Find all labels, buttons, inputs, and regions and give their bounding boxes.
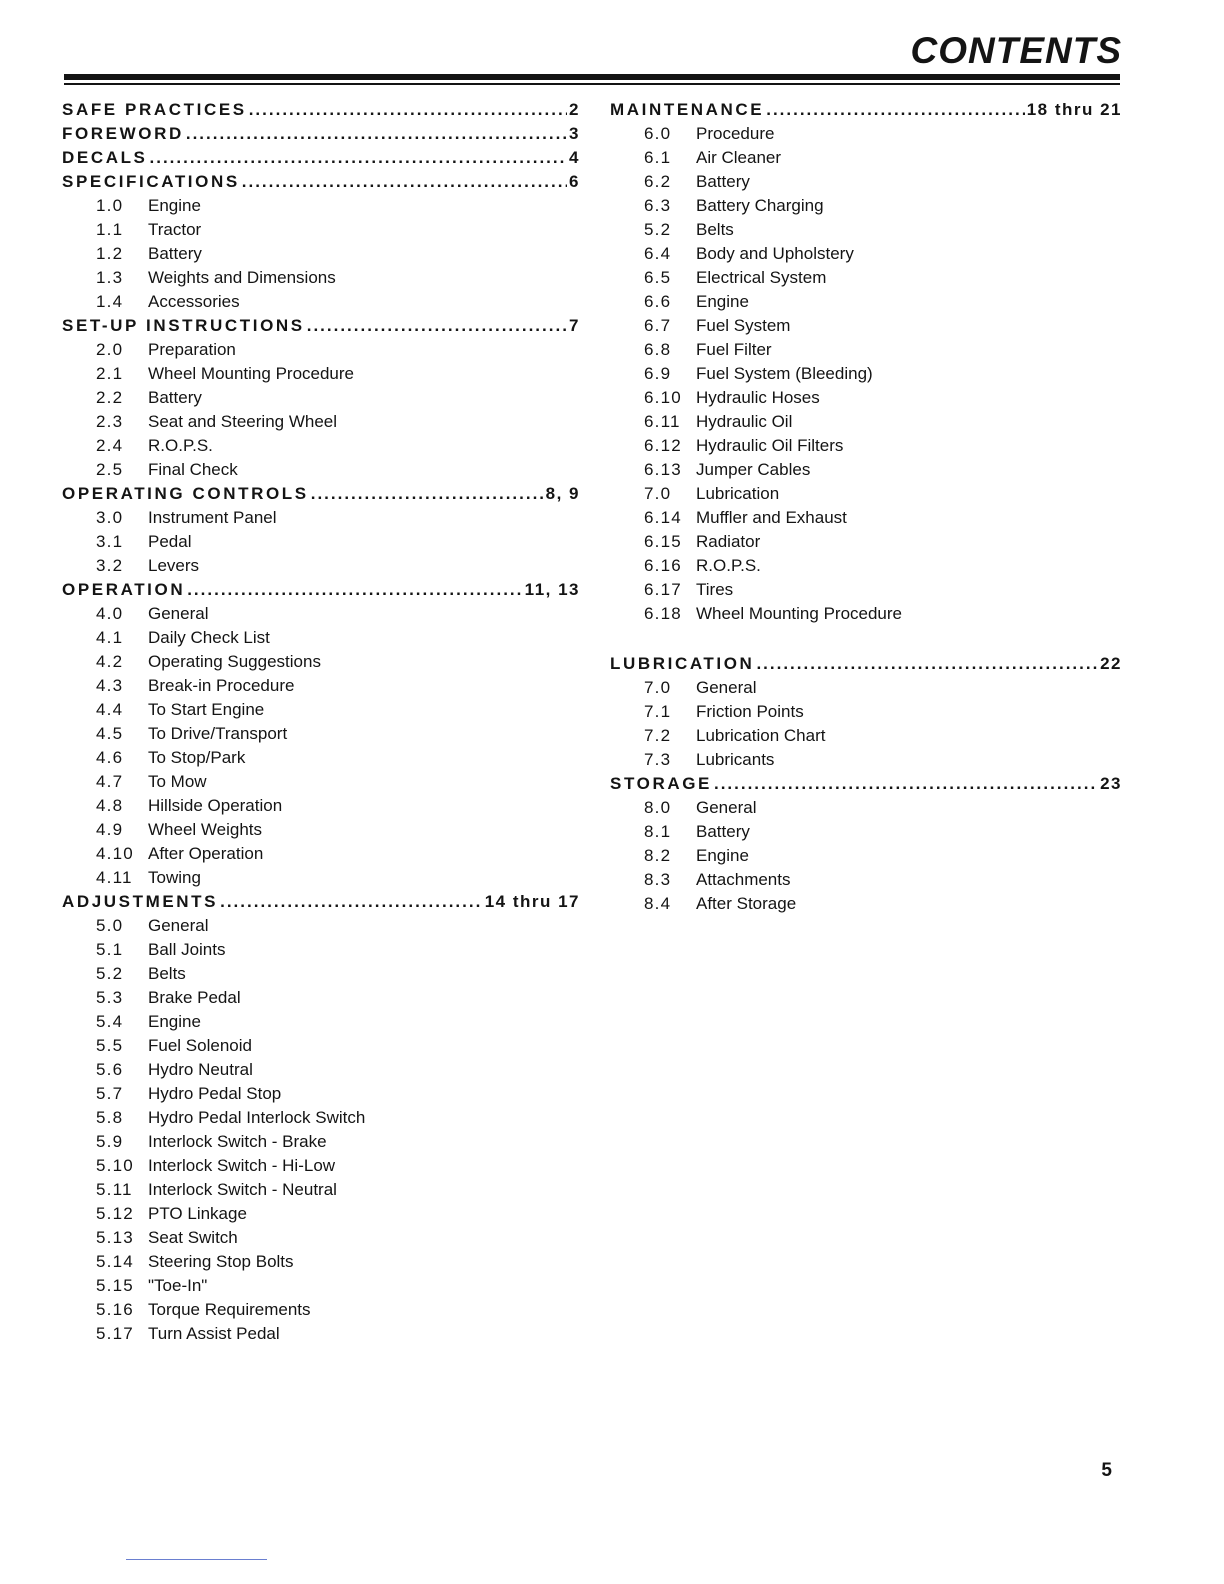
- toc-entry-number: 4.3: [96, 676, 124, 695]
- footer-line: [126, 1559, 267, 1560]
- toc-entry[interactable]: [610, 530, 1122, 554]
- toc-heading-label: SAFE PRACTICES: [62, 100, 247, 119]
- toc-entry[interactable]: [62, 338, 580, 362]
- toc-entry[interactable]: [62, 962, 580, 986]
- toc-section-operating-controls: [62, 482, 580, 578]
- toc-entry-title: Pedal: [148, 532, 192, 551]
- dot-leader: [766, 98, 1024, 122]
- toc-entry-number: 4.9: [96, 820, 124, 839]
- toc-entry[interactable]: [62, 1082, 580, 1106]
- toc-entry-number: 6.9: [644, 364, 672, 383]
- toc-entry-title: PTO Linkage: [148, 1204, 247, 1223]
- toc-entry-title: Ball Joints: [148, 940, 226, 959]
- toc-entry-title: Weights and Dimensions: [148, 268, 336, 287]
- dot-leader: [714, 772, 1098, 796]
- toc-entry-number: 6.6: [644, 292, 672, 311]
- toc-heading[interactable]: [610, 772, 1122, 796]
- toc-entry-number: 6.10: [644, 388, 682, 407]
- section-spacer: [610, 626, 1122, 652]
- toc-entry-number: 8.3: [644, 870, 672, 889]
- toc-entry-title: Engine: [148, 1012, 201, 1031]
- toc-entry-title: Wheel Mounting Procedure: [148, 364, 355, 383]
- toc-entry-title: Brake Pedal: [148, 988, 241, 1007]
- toc-section-decals: [62, 146, 580, 170]
- dot-leader: [186, 122, 567, 146]
- toc-entry[interactable]: [62, 266, 580, 290]
- toc-entry-number: 8.2: [644, 846, 672, 865]
- toc-entry[interactable]: [610, 266, 1122, 290]
- toc-entry[interactable]: [62, 866, 580, 890]
- toc-entry-title: Hillside Operation: [148, 796, 283, 815]
- toc-entry-number: 4.0: [96, 604, 124, 623]
- toc-entry-title: Operating Suggestions: [148, 652, 321, 671]
- toc-entry-title: Seat and Steering Wheel: [148, 412, 338, 431]
- toc-entry-title: Hydraulic Oil: [696, 412, 793, 431]
- toc-heading-page: 4: [569, 148, 580, 167]
- toc-section-maintenance: [610, 98, 1122, 626]
- toc-entry[interactable]: [62, 1322, 580, 1346]
- toc-entry-number: 7.1: [644, 702, 672, 721]
- toc-entry-number: 5.7: [96, 1084, 124, 1103]
- toc-section-set-up-instructions: [62, 314, 580, 482]
- dot-leader: [220, 890, 483, 914]
- toc-entry-number: 5.11: [96, 1180, 133, 1199]
- toc-entry[interactable]: [62, 1154, 580, 1178]
- toc-entry-number: 2.2: [96, 388, 124, 407]
- toc-heading-label: SET-UP INSTRUCTIONS: [62, 316, 305, 335]
- toc-entry-number: 6.12: [644, 436, 682, 455]
- toc-entry-title: Fuel Solenoid: [148, 1036, 252, 1055]
- header-rule-thin: [64, 83, 1120, 85]
- toc-entry[interactable]: [62, 698, 580, 722]
- toc-entry-title: Radiator: [696, 532, 761, 551]
- toc-entry-title: Wheel Mounting Procedure: [696, 604, 903, 623]
- toc-heading-page: 8, 9: [545, 484, 580, 503]
- toc-entry-number: 1.0: [96, 196, 124, 215]
- toc-entry-number: 8.0: [644, 798, 672, 817]
- toc-entry[interactable]: [62, 1298, 580, 1322]
- toc-section-specifications: [62, 170, 580, 314]
- toc-entry[interactable]: [610, 844, 1122, 868]
- toc-entry[interactable]: [610, 458, 1122, 482]
- toc-entry-number: 1.3: [96, 268, 124, 287]
- toc-entry-number: 3.0: [96, 508, 124, 527]
- toc-entry-title: Body and Upholstery: [696, 244, 854, 263]
- toc-entry-number: 5.2: [96, 964, 124, 983]
- toc-entry[interactable]: [62, 1058, 580, 1082]
- toc-entry[interactable]: [610, 868, 1122, 892]
- toc-entry-title: Fuel System: [696, 316, 791, 335]
- dot-leader: [242, 170, 567, 194]
- toc-heading-label: DECALS: [62, 148, 148, 167]
- toc-entry-title: Fuel Filter: [696, 340, 772, 359]
- toc-heading[interactable]: [610, 652, 1122, 676]
- toc-entry-number: 4.2: [96, 652, 124, 671]
- toc-entry-title: Battery: [148, 388, 202, 407]
- toc-entry-title: Air Cleaner: [696, 148, 782, 167]
- toc-entry[interactable]: [610, 676, 1122, 700]
- toc-entry[interactable]: [610, 700, 1122, 724]
- toc-heading-page: 11, 13: [524, 580, 580, 599]
- toc-entry-title: Lubrication: [696, 484, 780, 503]
- dot-leader: [756, 652, 1098, 676]
- toc-entry-number: 4.7: [96, 772, 124, 791]
- toc-entry[interactable]: [62, 1202, 580, 1226]
- toc-entry-title: Jumper Cables: [696, 460, 811, 479]
- toc-entry-number: 5.6: [96, 1060, 124, 1079]
- toc-entry-number: 5.12: [96, 1204, 134, 1223]
- toc-right-column: [610, 98, 1122, 916]
- toc-entry-title: General: [696, 798, 757, 817]
- dot-leader: [311, 482, 544, 506]
- toc-heading[interactable]: [62, 98, 580, 122]
- toc-heading-label: OPERATION: [62, 580, 186, 599]
- toc-entry-number: 5.14: [96, 1252, 134, 1271]
- toc-entry-number: 5.5: [96, 1036, 124, 1055]
- toc-entry-number: 4.6: [96, 748, 124, 767]
- toc-entry-title: Attachments: [696, 870, 791, 889]
- toc-entry[interactable]: [610, 482, 1122, 506]
- toc-entry[interactable]: [610, 194, 1122, 218]
- toc-heading-label: ADJUSTMENTS: [62, 892, 219, 911]
- toc-entry-title: To Start Engine: [148, 700, 265, 719]
- toc-entry-number: 2.3: [96, 412, 124, 431]
- toc-entry[interactable]: [62, 794, 580, 818]
- toc-entry-number: 5.3: [96, 988, 124, 1007]
- toc-entry-title: Lubricants: [696, 750, 775, 769]
- toc-heading-page: 3: [569, 124, 580, 143]
- toc-entry-number: 6.13: [644, 460, 682, 479]
- toc-entry-number: 4.11: [96, 868, 133, 887]
- toc-entry[interactable]: [62, 746, 580, 770]
- toc-entry-number: 3.1: [96, 532, 124, 551]
- toc-entry[interactable]: [62, 1130, 580, 1154]
- toc-entry[interactable]: [62, 650, 580, 674]
- toc-entry-number: 6.18: [644, 604, 682, 623]
- toc-entry-number: 6.4: [644, 244, 672, 263]
- toc-entry-title: Hydraulic Hoses: [696, 388, 820, 407]
- toc-entry-number: 7.0: [644, 484, 672, 503]
- toc-heading-page: 23: [1100, 774, 1122, 793]
- toc-section-operation: [62, 578, 580, 890]
- toc-entry-number: 5.0: [96, 916, 124, 935]
- toc-section-safe-practices: [62, 98, 580, 122]
- toc-entry[interactable]: [610, 314, 1122, 338]
- toc-entry-number: 6.14: [644, 508, 682, 527]
- toc-heading[interactable]: [62, 482, 580, 506]
- toc-entry-title: After Operation: [148, 844, 264, 863]
- toc-entry[interactable]: [62, 1034, 580, 1058]
- toc-entry[interactable]: [62, 602, 580, 626]
- toc-entry-number: 7.3: [644, 750, 672, 769]
- toc-entry[interactable]: [610, 578, 1122, 602]
- toc-entry-number: 5.15: [96, 1276, 134, 1295]
- toc-entry-title: Steering Stop Bolts: [148, 1252, 294, 1271]
- toc-entry[interactable]: [62, 242, 580, 266]
- toc-entry-title: "Toe-In": [148, 1276, 208, 1295]
- toc-entry-number: 4.8: [96, 796, 124, 815]
- toc-entry[interactable]: [610, 554, 1122, 578]
- toc-heading[interactable]: [62, 578, 580, 602]
- page-title: CONTENTS: [910, 30, 1122, 71]
- toc-entry-number: 1.4: [96, 292, 124, 311]
- toc-entry-title: Friction Points: [696, 702, 804, 721]
- toc-heading-label: STORAGE: [610, 774, 712, 793]
- toc-entry[interactable]: [610, 122, 1122, 146]
- toc-entry-number: 5.13: [96, 1228, 134, 1247]
- toc-section-storage: [610, 772, 1122, 916]
- toc-entry[interactable]: [62, 410, 580, 434]
- toc-heading-page: 6: [569, 172, 580, 191]
- toc-entry[interactable]: [62, 218, 580, 242]
- toc-section-foreword: [62, 122, 580, 146]
- toc-entry-title: Hydro Pedal Interlock Switch: [148, 1108, 366, 1127]
- toc-entry-title: Wheel Weights: [148, 820, 263, 839]
- toc-entry-title: Procedure: [696, 124, 775, 143]
- toc-entry[interactable]: [610, 410, 1122, 434]
- toc-entry[interactable]: [610, 820, 1122, 844]
- toc-entry-number: 8.1: [644, 822, 672, 841]
- toc-heading-page: 18 thru 21: [1026, 100, 1122, 119]
- toc-entry-number: 3.2: [96, 556, 124, 575]
- toc-heading[interactable]: [610, 98, 1122, 122]
- toc-entry-number: 4.5: [96, 724, 124, 743]
- toc-entry-title: To Drive/Transport: [148, 724, 288, 743]
- toc-heading[interactable]: [62, 170, 580, 194]
- toc-left-column: [62, 98, 580, 1346]
- page-number: 5: [1101, 1460, 1112, 1481]
- toc-entry[interactable]: [610, 386, 1122, 410]
- toc-entry-number: 2.0: [96, 340, 124, 359]
- toc-entry[interactable]: [62, 194, 580, 218]
- toc-entry-title: Belts: [148, 964, 186, 983]
- toc-entry[interactable]: [610, 338, 1122, 362]
- toc-entry-title: General: [696, 678, 757, 697]
- toc-entry-number: 1.2: [96, 244, 124, 263]
- toc-heading[interactable]: [62, 314, 580, 338]
- toc-entry[interactable]: [62, 674, 580, 698]
- toc-entry-title: After Storage: [696, 894, 797, 913]
- toc-entry-number: 6.15: [644, 532, 682, 551]
- toc-entry-title: Engine: [148, 196, 201, 215]
- toc-entry-title: General: [148, 916, 209, 935]
- header-rule-thick: [64, 74, 1120, 80]
- toc-entry[interactable]: [62, 626, 580, 650]
- toc-entry-number: 7.2: [644, 726, 672, 745]
- dot-leader: [307, 314, 567, 338]
- toc-entry-title: Battery: [696, 172, 750, 191]
- toc-entry-title: R.O.P.S.: [696, 556, 761, 575]
- toc-entry[interactable]: [62, 842, 580, 866]
- toc-entry-title: Hydro Pedal Stop: [148, 1084, 282, 1103]
- toc-heading-label: OPERATING CONTROLS: [62, 484, 309, 503]
- toc-entry[interactable]: [62, 362, 580, 386]
- toc-entry-number: 4.10: [96, 844, 134, 863]
- toc-entry-title: R.O.P.S.: [148, 436, 213, 455]
- toc-heading-label: FOREWORD: [62, 124, 184, 143]
- toc-entry-title: Electrical System: [696, 268, 827, 287]
- toc-entry[interactable]: [610, 892, 1122, 916]
- toc-entry[interactable]: [610, 218, 1122, 242]
- toc-entry[interactable]: [610, 242, 1122, 266]
- toc-entry[interactable]: [62, 914, 580, 938]
- toc-heading-page: 7: [569, 316, 580, 335]
- toc-entry-title: Torque Requirements: [148, 1300, 311, 1319]
- dot-leader: [249, 98, 567, 122]
- toc-entry-title: Towing: [148, 868, 201, 887]
- toc-entry-number: 7.0: [644, 678, 672, 697]
- toc-entry[interactable]: [62, 1274, 580, 1298]
- toc-entry-title: Interlock Switch - Hi-Low: [148, 1156, 336, 1175]
- toc-entry-title: Seat Switch: [148, 1228, 238, 1247]
- toc-entry[interactable]: [62, 722, 580, 746]
- toc-entry-title: Final Check: [148, 460, 238, 479]
- toc-entry-number: 5.16: [96, 1300, 134, 1319]
- toc-entry-number: 5.4: [96, 1012, 124, 1031]
- toc-entry-number: 6.7: [644, 316, 672, 335]
- toc-entry-number: 6.2: [644, 172, 672, 191]
- toc-entry[interactable]: [610, 506, 1122, 530]
- toc-entry-title: To Mow: [148, 772, 207, 791]
- toc-entry-title: Break-in Procedure: [148, 676, 295, 695]
- toc-heading-page: 14 thru 17: [484, 892, 580, 911]
- toc-entry-title: Tractor: [148, 220, 202, 239]
- toc-entry-number: 6.3: [644, 196, 672, 215]
- toc-entry-number: 6.11: [644, 412, 681, 431]
- toc-entry-number: 8.4: [644, 894, 672, 913]
- toc-entry[interactable]: [62, 938, 580, 962]
- toc-heading-label: LUBRICATION: [610, 654, 755, 673]
- toc-heading[interactable]: [62, 122, 580, 146]
- toc-entry-number: 2.4: [96, 436, 124, 455]
- toc-entry-number: 5.2: [644, 220, 672, 239]
- toc-entry[interactable]: [62, 818, 580, 842]
- toc-entry[interactable]: [62, 1226, 580, 1250]
- toc-entry-title: Hydraulic Oil Filters: [696, 436, 844, 455]
- toc-entry-title: Lubrication Chart: [696, 726, 826, 745]
- toc-entry-title: Turn Assist Pedal: [148, 1324, 280, 1343]
- toc-entry[interactable]: [610, 796, 1122, 820]
- toc-entry-number: 1.1: [96, 220, 124, 239]
- toc-heading-label: SPECIFICATIONS: [62, 172, 240, 191]
- dot-leader: [187, 578, 522, 602]
- toc-entry-number: 4.1: [96, 628, 124, 647]
- toc-entry-title: Interlock Switch - Neutral: [148, 1180, 337, 1199]
- toc-entry[interactable]: [62, 458, 580, 482]
- toc-section-adjustments: [62, 890, 580, 1346]
- toc-entry-title: General: [148, 604, 209, 623]
- toc-entry-title: Fuel System (Bleeding): [696, 364, 873, 383]
- toc-entry[interactable]: [62, 554, 580, 578]
- toc-entry[interactable]: [610, 362, 1122, 386]
- toc-entry-title: Battery Charging: [696, 196, 824, 215]
- toc-entry-title: Engine: [696, 292, 749, 311]
- toc-entry[interactable]: [62, 506, 580, 530]
- toc-entry-title: Engine: [696, 846, 749, 865]
- toc-entry[interactable]: [62, 290, 580, 314]
- toc-entry-title: Instrument Panel: [148, 508, 277, 527]
- toc-entry-number: 2.1: [96, 364, 124, 383]
- toc-entry[interactable]: [62, 530, 580, 554]
- toc-entry-number: 5.8: [96, 1108, 124, 1127]
- toc-entry[interactable]: [610, 724, 1122, 748]
- toc-heading-label: MAINTENANCE: [610, 100, 765, 119]
- toc-entry-title: Accessories: [148, 292, 240, 311]
- toc-entry-number: 6.16: [644, 556, 682, 575]
- toc-entry[interactable]: [62, 434, 580, 458]
- toc-entry-number: 6.5: [644, 268, 672, 287]
- toc-entry[interactable]: [610, 434, 1122, 458]
- toc-entry[interactable]: [62, 1250, 580, 1274]
- toc-heading-page: 22: [1100, 654, 1122, 673]
- toc-entry-number: 6.17: [644, 580, 682, 599]
- toc-entry[interactable]: [610, 602, 1122, 626]
- toc-entry-title: Battery: [696, 822, 750, 841]
- toc-entry-title: Muffler and Exhaust: [696, 508, 847, 527]
- toc-section-lubrication: [610, 626, 1122, 772]
- toc-entry[interactable]: [62, 1178, 580, 1202]
- toc-entry-title: To Stop/Park: [148, 748, 246, 767]
- toc-entry-number: 5.10: [96, 1156, 134, 1175]
- toc-entry-title: Hydro Neutral: [148, 1060, 253, 1079]
- toc-entry[interactable]: [62, 770, 580, 794]
- dot-leader: [150, 146, 568, 170]
- toc-entry-number: 6.0: [644, 124, 672, 143]
- toc-entry-title: Levers: [148, 556, 200, 575]
- toc-entry-number: 5.17: [96, 1324, 134, 1343]
- toc-entry-title: Tires: [696, 580, 734, 599]
- toc-entry-number: 4.4: [96, 700, 124, 719]
- toc-entry[interactable]: [610, 170, 1122, 194]
- toc-entry-number: 5.9: [96, 1132, 124, 1151]
- toc-heading[interactable]: [62, 146, 580, 170]
- toc-entry[interactable]: [62, 1106, 580, 1130]
- toc-heading-page: 2: [569, 100, 580, 119]
- toc-entry[interactable]: [610, 290, 1122, 314]
- toc-entry-title: Daily Check List: [148, 628, 270, 647]
- toc-entry-number: 2.5: [96, 460, 124, 479]
- toc-entry[interactable]: [62, 1010, 580, 1034]
- toc-entry-number: 6.1: [644, 148, 672, 167]
- toc-entry[interactable]: [610, 146, 1122, 170]
- toc-entry[interactable]: [62, 986, 580, 1010]
- toc-entry[interactable]: [610, 748, 1122, 772]
- toc-heading[interactable]: [62, 890, 580, 914]
- toc-entry-title: Preparation: [148, 340, 236, 359]
- toc-entry-number: 6.8: [644, 340, 672, 359]
- toc-entry[interactable]: [62, 386, 580, 410]
- toc-entry-number: 5.1: [96, 940, 124, 959]
- toc-entry-title: Battery: [148, 244, 202, 263]
- toc-entry-title: Belts: [696, 220, 734, 239]
- toc-entry-title: Interlock Switch - Brake: [148, 1132, 327, 1151]
